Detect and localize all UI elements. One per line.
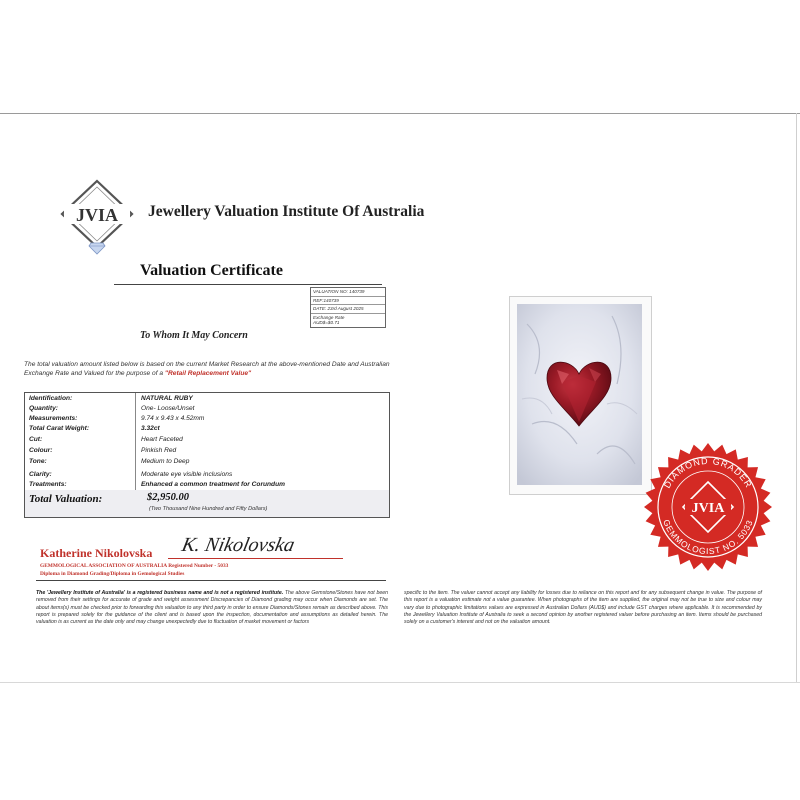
- valuation-purpose: "Retail Replacement Value": [164, 370, 252, 377]
- detail-label: Tone:: [29, 458, 47, 465]
- detail-label: Identification:: [29, 395, 73, 402]
- seal-top-text: DIAMOND GRADER: [661, 455, 755, 490]
- valuation-date: DATE: 23rd August 2025: [311, 305, 385, 314]
- seal-center-text: JVIA: [691, 501, 725, 516]
- intro-paragraph: [24, 360, 394, 378]
- diamond-icon: [89, 243, 105, 254]
- detail-value: 3.32ct: [141, 425, 160, 432]
- signature-line: [168, 558, 343, 559]
- organization-name: Jewellery Valuation Institute Of Australia: [148, 203, 425, 220]
- detail-value: Pinkish Red: [141, 447, 177, 454]
- page-right-border: [796, 113, 797, 683]
- intro-text: The total valuation amount listed below is based on the current Market Research at the above-mentioned Date and Australian Exchange Rate and Valued for the purpose of a: [24, 361, 390, 377]
- detail-label: Colour:: [29, 447, 53, 454]
- disclaimer-left-text: The above Gemstone/Stones have not been removed from their settings for accurate of grade and weight assessment Discrepancies of Diamond grading may occur when Diamonds are set. The about items(s) must be checked prior to forwarding this valuation to any third party in order to ensure Diamonds/Stones remain as described above. This report is prepared solely for the guidance of the client and is based upon the inspection, documentation and assumptions as detailed herein. The valuation is as current as the date only and may change unexpectedly due to fluctuation of market movement or factors: [36, 590, 388, 626]
- title-rule: [114, 284, 382, 285]
- disclaimer-left: [36, 590, 388, 626]
- detail-value: Enhanced a common treatment for Corundum: [141, 481, 285, 488]
- detail-value: 9.74 x 9.43 x 4.52mm: [141, 415, 205, 422]
- detail-label: Quantity:: [29, 405, 58, 412]
- gemmologist-seal: [641, 440, 775, 574]
- page-bottom-border: [0, 682, 800, 683]
- logo-text: JVIA: [75, 205, 119, 225]
- detail-value: NATURAL RUBY: [141, 395, 193, 402]
- reference-number: REF:140739: [311, 297, 385, 306]
- exchange-rate: [311, 314, 385, 327]
- salutation: To Whom It May Concern: [140, 330, 248, 341]
- detail-value: Heart Faceted: [141, 436, 183, 443]
- handwritten-signature: K. Nikolovska: [179, 534, 297, 556]
- detail-value: Moderate eye visible inclusions: [141, 471, 233, 478]
- detail-value: Medium to Deep: [141, 458, 190, 465]
- disclaimer-lead: The 'Jewellery Institute of Australia' is a registered business name and is not a registered institute.: [36, 590, 284, 596]
- ruby-photo: [517, 304, 642, 485]
- jvia-logo: [58, 178, 136, 256]
- total-valuation-value: $2,950.00: [147, 492, 189, 503]
- certificate-title: Valuation Certificate: [140, 262, 283, 279]
- reference-box: [310, 287, 386, 328]
- gemmological-association: GEMMOLOGICAL ASSOCIATION OF AUSTRALIA Registered Number - 5033: [40, 563, 229, 569]
- detail-label: Treatments:: [29, 481, 67, 488]
- total-valuation-words: (Two Thousand Nine Hundred and Fifty Dollars): [149, 506, 268, 512]
- total-valuation-label: Total Valuation:: [29, 493, 103, 505]
- footer-rule: [36, 580, 386, 581]
- disclaimer-right: specific to the item. The valuer cannot accept any liability for losses due to reliance on this report and for any subsequent change in value. The purpose of this report is a valuation estimate not a value guarantee. When photographs of the item are supplied, the original may not be true to size and colour may vary due to photographic limitations values are expressed in Australian Dollars (AUD$) and include GST charges where applicable. It is recommended by the Jewellery Valuation Institute of Australia to seek a second opinion by another registered valuer before purchasing an item. Items should be purchased solely on a customer's interest and not on the valuation amount.: [404, 590, 762, 626]
- detail-label: Measurements:: [29, 415, 78, 422]
- detail-label: Total Carat Weight:: [29, 425, 90, 432]
- exchange-rate-label: Exchange Rate: [313, 314, 345, 320]
- detail-value: One- Loose/Unset: [141, 405, 195, 412]
- detail-label: Clarity:: [29, 471, 52, 478]
- exchange-rate-value: AUD$=$0.71: [313, 320, 340, 325]
- table-divider: [135, 393, 136, 493]
- page-top-border: [0, 113, 800, 114]
- signer-name: Katherine Nikolovska: [40, 546, 153, 560]
- detail-label: Cut:: [29, 436, 43, 443]
- seal-bottom-text: GEMMOLOGIST NO. 5033: [661, 518, 755, 557]
- diploma: Diploma in Diamond Grading/Diploma in Gemological Studies: [40, 571, 185, 577]
- gem-details-table: [24, 392, 390, 518]
- valuation-number: VALUATION NO: 140739: [311, 288, 385, 297]
